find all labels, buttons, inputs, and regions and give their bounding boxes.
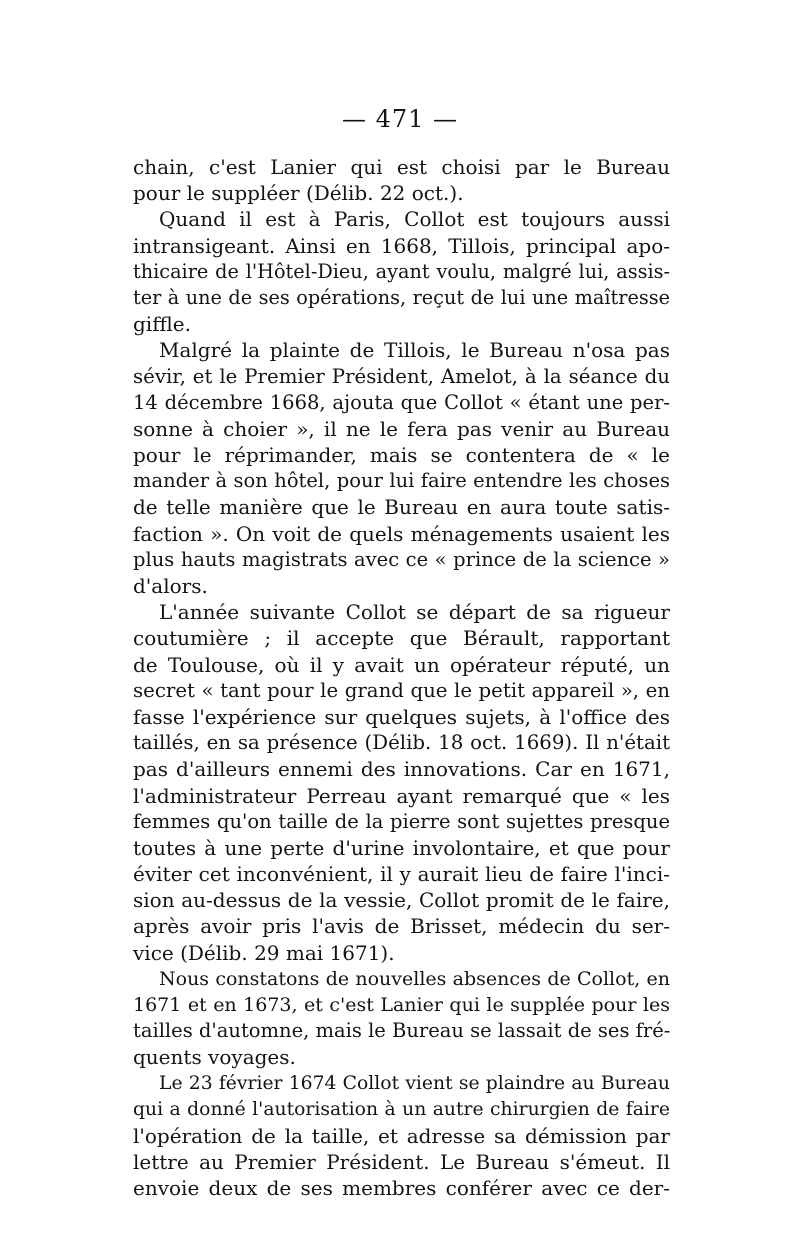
- text-line: de Toulouse, où il y avait un opérateur réputé, un: [133, 652, 670, 677]
- text-line: Nous constatons de nouvelles absences de Collot, en: [159, 967, 670, 990]
- text-line: d'alors.: [133, 574, 208, 598]
- body-text: [133, 154, 670, 1202]
- text-line: faction ». On voit de quels ménagements usaient les: [133, 521, 670, 546]
- text-line: toutes à une perte d'urine involontaire, et que pour: [133, 835, 670, 860]
- text-line: vice (Délib. 29 mai 1671).: [133, 940, 395, 965]
- text-line: mander à son hôtel, pour lui faire entendre les choses: [133, 469, 670, 493]
- text-line: ter à une de ses opérations, reçut de lui une maîtresse: [133, 285, 670, 309]
- text-line: Quand il est à Paris, Collot est toujours aussi: [159, 207, 670, 232]
- text-line: taillés, en sa présence (Délib. 18 oct. 1669). Il n'était: [133, 731, 670, 755]
- text-line: chain, c'est Lanier qui est choisi par le Bureau: [133, 155, 670, 179]
- text-line: quents voyages.: [133, 1045, 296, 1070]
- page-number: — 471 —: [341, 105, 459, 133]
- text-line: sion au-dessus de la vessie, Collot promit de le faire,: [133, 888, 670, 913]
- text-line: de telle manière que le Bureau en aura toute satis-: [133, 495, 670, 520]
- text-line: l'administrateur Perreau ayant remarqué que « les: [133, 783, 670, 808]
- text-line: l'opération de la taille, et adresse sa démission par: [133, 1123, 670, 1148]
- text-line: intransigeant. Ainsi en 1668, Tillois, principal apo-: [133, 233, 670, 258]
- text-line: giffle.: [133, 312, 191, 337]
- text-line: sonne à choier », il ne le fera pas venir au Bureau: [133, 416, 670, 441]
- text-line: pas d'ailleurs ennemi des innovations. Car en 1671,: [133, 757, 670, 782]
- text-line: après avoir pris l'avis de Brisset, médecin du ser-: [133, 914, 670, 939]
- text-line: lettre au Premier Président. Le Bureau s'émeut. Il: [133, 1150, 670, 1175]
- text-line: fasse l'expérience sur quelques sujets, à l'office des: [133, 704, 670, 729]
- text-line: éviter cet inconvénient, il y aurait lieu de faire l'inci-: [133, 862, 670, 887]
- text-line: qui a donné l'autorisation à un autre chirurgien de faire: [133, 1098, 670, 1120]
- text-line: plus hauts magistrats avec ce « prince de la science »: [133, 547, 670, 571]
- text-line: sévir, et le Premier Président, Amelot, à la séance du: [133, 364, 670, 388]
- text-line: Le 23 février 1674 Collot vient se plaindre au Bureau: [159, 1072, 670, 1094]
- text-line: Malgré la plainte de Tillois, le Bureau n'osa pas: [159, 338, 670, 363]
- text-line: pour le suppléer (Délib. 22 oct.).: [133, 181, 464, 206]
- text-line: secret « tant pour le grand que le petit appareil », en: [133, 678, 670, 702]
- text-line: pour le réprimander, mais se contentera de « le: [133, 443, 670, 468]
- text-line: femmes qu'on taille de la pierre sont sujettes presque: [133, 809, 670, 833]
- text-line: 1671 et en 1673, et c'est Lanier qui le supplée pour les: [133, 994, 670, 1016]
- text-line: 14 décembre 1668, ajouta que Collot « étant une per-: [133, 390, 670, 414]
- text-line: tailles d'automne, mais le Bureau se lassait de ses fré-: [133, 1019, 671, 1043]
- text-line: envoie deux de ses membres conférer avec ce der-: [133, 1176, 670, 1201]
- text-line: thicaire de l'Hôtel-Dieu, ayant voulu, malgré lui, assis-: [133, 259, 670, 283]
- text-line: coutumière ; il accepte que Bérault, rapportant: [133, 626, 670, 651]
- text-line: L'année suivante Collot se départ de sa rigueur: [159, 600, 670, 625]
